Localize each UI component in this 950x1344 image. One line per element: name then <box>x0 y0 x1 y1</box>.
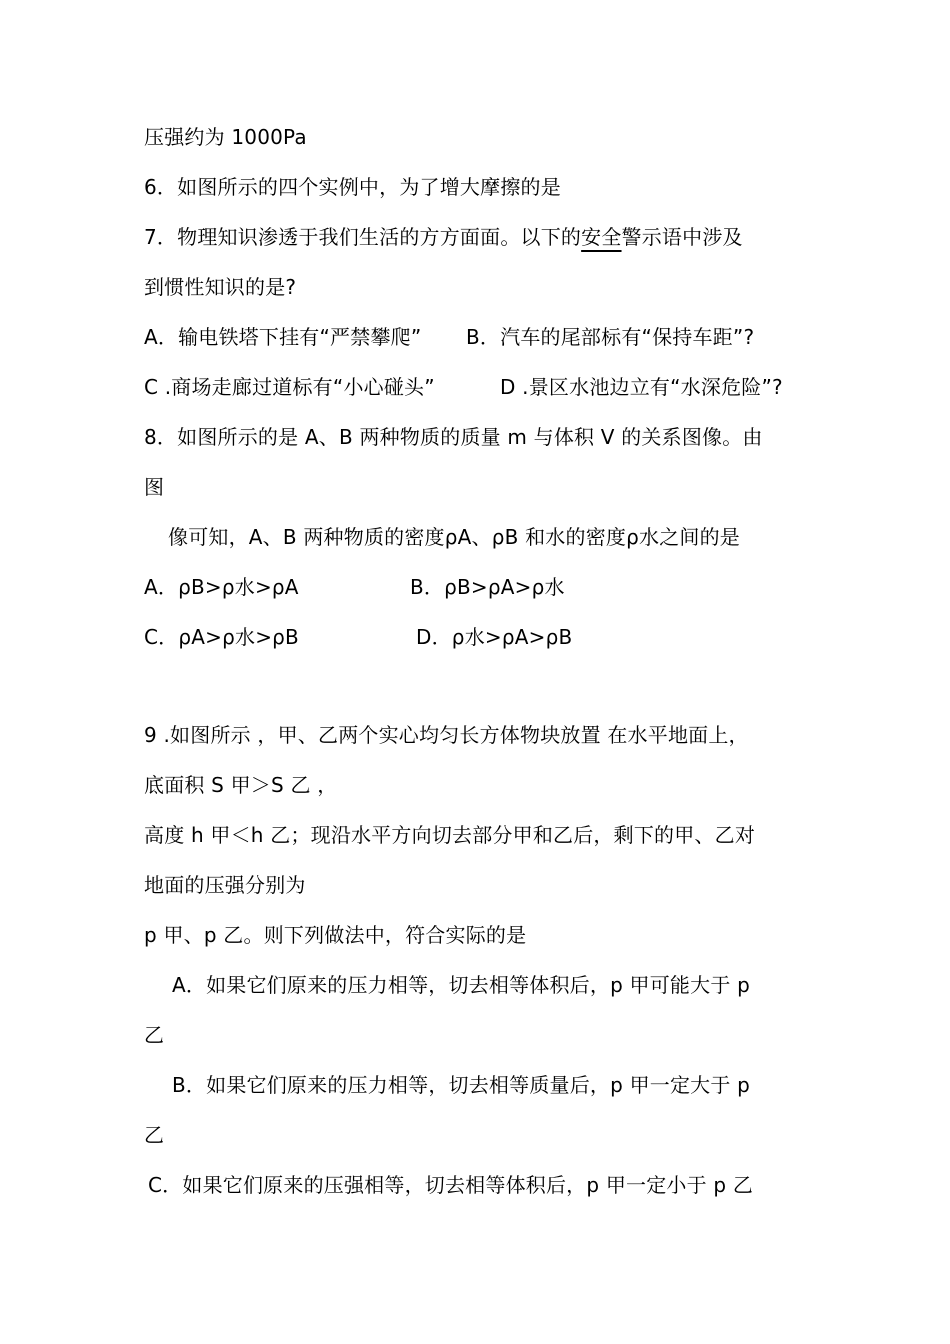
question-7-line-1 <box>144 224 743 250</box>
question-8-option-a: A．ρB>ρ水>ρA <box>144 575 299 599</box>
question-9-line-1: 9 .如图所示 ，甲、乙两个实心均匀长方体物块放置 在水平地面上， <box>144 723 749 747</box>
question-8-line-3: 像可知，A、B 两种物质的密度ρA、ρB 和水的密度ρ水之间的是 <box>168 525 741 549</box>
question-9-option-b-cont: 乙 <box>144 1123 165 1147</box>
question-9-line-3: 高度 h 甲＜h 乙；现沿水平方向切去部分甲和乙后，剩下的甲、乙对 <box>144 823 756 847</box>
text-line-pressure: 压强约为 1000Pa <box>144 125 307 149</box>
question-7-option-d: D .景区水池边立有“水深危险”? <box>500 375 783 399</box>
question-7-line-2: 到惯性知识的是? <box>144 275 297 299</box>
question-7-option-c: C .商场走廊过道标有“小心碰头” <box>144 375 435 399</box>
question-9-option-c: C．如果它们原来的压强相等，切去相等体积后，p 甲一定小于 p 乙 <box>148 1173 754 1197</box>
question-7-option-a: A．输电铁塔下挂有“严禁攀爬” <box>144 325 422 349</box>
question-8-option-d: D．ρ水>ρA>ρB <box>416 625 573 649</box>
question-8-line-2: 图 <box>144 475 165 499</box>
question-8-option-b: B．ρB>ρA>ρ水 <box>410 575 565 599</box>
question-9-option-b: B．如果它们原来的压力相等，切去相等质量后，p 甲一定大于 p <box>172 1073 751 1097</box>
question-9-line-5: p 甲、p 乙。则下列做法中，符合实际的是 <box>144 923 527 947</box>
question-7-underlined-word: 安全 <box>581 225 622 249</box>
question-8-option-c: C．ρA>ρ水>ρB <box>144 625 299 649</box>
question-6: 6．如图所示的四个实例中，为了增大摩擦的是 <box>144 175 561 199</box>
question-7-option-b: B．汽车的尾部标有“保持车距”? <box>466 325 755 349</box>
question-9-line-2: 底面积 S 甲＞S 乙 ， <box>144 773 338 797</box>
question-9-line-4: 地面的压强分别为 <box>144 873 306 897</box>
question-7-text-a: 7．物理知识渗透于我们生活的方方面面。以下的 <box>144 225 582 249</box>
question-8-line-1: 8．如图所示的是 A、B 两种物质的质量 m 与体积 V 的关系图像。由 <box>144 425 763 449</box>
question-7-text-c: 警示语中涉及 <box>621 225 743 249</box>
question-9-option-a-cont: 乙 <box>144 1023 165 1047</box>
question-9-option-a: A．如果它们原来的压力相等，切去相等体积后，p 甲可能大于 p <box>172 973 750 997</box>
